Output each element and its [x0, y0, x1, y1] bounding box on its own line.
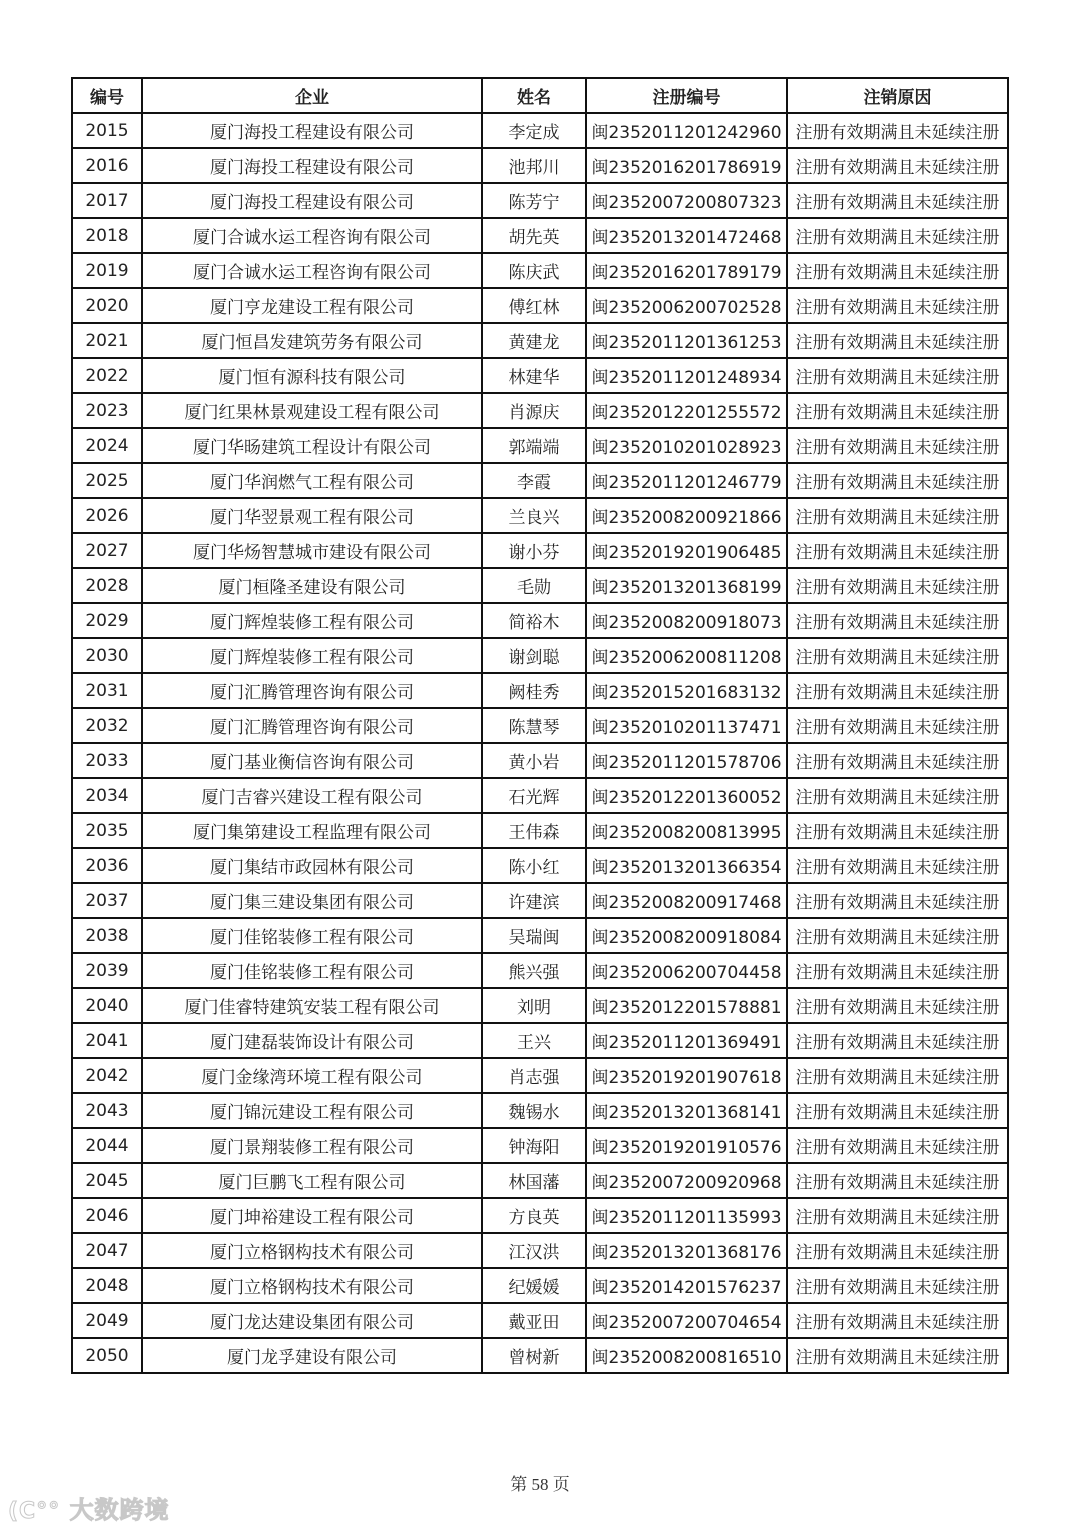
- cell-name: 谢小芬: [482, 533, 586, 568]
- cell-reg-number: 闽2352015201683132: [586, 673, 787, 708]
- cell-number: 2022: [72, 358, 142, 393]
- cell-reason: 注册有效期满且未延续注册: [787, 778, 1008, 813]
- cell-company: 厦门辉煌装修工程有限公司: [142, 638, 482, 673]
- cell-reason: 注册有效期满且未延续注册: [787, 148, 1008, 183]
- cell-number: 2028: [72, 568, 142, 603]
- cell-company: 厦门建磊装饰设计有限公司: [142, 1023, 482, 1058]
- cell-name: 谢剑聪: [482, 638, 586, 673]
- cell-company: 厦门金缘湾环境工程有限公司: [142, 1058, 482, 1093]
- cell-company: 厦门龙孚建设有限公司: [142, 1338, 482, 1373]
- cell-reason: 注册有效期满且未延续注册: [787, 673, 1008, 708]
- cell-name: 许建滨: [482, 883, 586, 918]
- cell-company: 厦门辉煌装修工程有限公司: [142, 603, 482, 638]
- cell-name: 肖源庆: [482, 393, 586, 428]
- cell-reg-number: 闽2352013201368141: [586, 1093, 787, 1128]
- cell-reason: 注册有效期满且未延续注册: [787, 253, 1008, 288]
- table-row: [72, 428, 1008, 463]
- cell-name: 熊兴强: [482, 953, 586, 988]
- cell-name: 池邦川: [482, 148, 586, 183]
- table-row: [72, 778, 1008, 813]
- cell-number: 2025: [72, 463, 142, 498]
- table-row: [72, 1023, 1008, 1058]
- cell-reason: 注册有效期满且未延续注册: [787, 918, 1008, 953]
- table-row: [72, 533, 1008, 568]
- cell-number: 2046: [72, 1198, 142, 1233]
- cell-name: 陈小红: [482, 848, 586, 883]
- cell-number: 2040: [72, 988, 142, 1023]
- table-row: [72, 708, 1008, 743]
- cell-reg-number: 闽2352014201576237: [586, 1268, 787, 1303]
- page-number: 第 58 页: [510, 1475, 570, 1494]
- cell-reg-number: 闽2352007200807323: [586, 183, 787, 218]
- table-row: [72, 393, 1008, 428]
- cell-reg-number: 闽2352008200813995: [586, 813, 787, 848]
- cell-company: 厦门佳铭装修工程有限公司: [142, 953, 482, 988]
- table-row: [72, 1128, 1008, 1163]
- cell-number: 2035: [72, 813, 142, 848]
- table-row: [72, 568, 1008, 603]
- cell-name: 傅红林: [482, 288, 586, 323]
- header-name: 姓名: [482, 78, 586, 113]
- table-row: [72, 1198, 1008, 1233]
- cell-number: 2032: [72, 708, 142, 743]
- cell-reg-number: 闽2352019201907618: [586, 1058, 787, 1093]
- cell-number: 2020: [72, 288, 142, 323]
- cell-name: 江汉洪: [482, 1233, 586, 1268]
- table-row: [72, 673, 1008, 708]
- cell-reason: 注册有效期满且未延续注册: [787, 603, 1008, 638]
- table-row: [72, 1233, 1008, 1268]
- cell-company: 厦门桓隆圣建设有限公司: [142, 568, 482, 603]
- cell-name: 钟海阳: [482, 1128, 586, 1163]
- cell-name: 陈慧琴: [482, 708, 586, 743]
- cell-company: 厦门集第建设工程监理有限公司: [142, 813, 482, 848]
- cell-company: 厦门汇腾管理咨询有限公司: [142, 708, 482, 743]
- cell-number: 2017: [72, 183, 142, 218]
- cell-number: 2024: [72, 428, 142, 463]
- cell-name: 黄建龙: [482, 323, 586, 358]
- cell-company: 厦门合诚水运工程咨询有限公司: [142, 218, 482, 253]
- cell-name: 简裕木: [482, 603, 586, 638]
- cell-company: 厦门恒昌发建筑劳务有限公司: [142, 323, 482, 358]
- cell-reg-number: 闽2352012201255572: [586, 393, 787, 428]
- table-row: [72, 848, 1008, 883]
- cell-reason: 注册有效期满且未延续注册: [787, 1128, 1008, 1163]
- cell-reason: 注册有效期满且未延续注册: [787, 463, 1008, 498]
- table-row: [72, 883, 1008, 918]
- cell-name: 陈芳宁: [482, 183, 586, 218]
- cell-number: 2049: [72, 1303, 142, 1338]
- cell-name: 李定成: [482, 113, 586, 148]
- table-row: [72, 1338, 1008, 1373]
- watermark-logo: (C°° 大数跨境: [8, 1496, 170, 1524]
- cell-reason: 注册有效期满且未延续注册: [787, 1338, 1008, 1373]
- cell-reg-number: 闽2352016201786919: [586, 148, 787, 183]
- table-row: [72, 918, 1008, 953]
- cell-reg-number: 闽2352011201248934: [586, 358, 787, 393]
- cell-company: 厦门海投工程建设有限公司: [142, 183, 482, 218]
- cell-reason: 注册有效期满且未延续注册: [787, 393, 1008, 428]
- deregistration-table: [71, 77, 1009, 1374]
- cell-number: 2019: [72, 253, 142, 288]
- table-row: [72, 1268, 1008, 1303]
- cell-company: 厦门亨龙建设工程有限公司: [142, 288, 482, 323]
- cell-reg-number: 闽2352011201578706: [586, 743, 787, 778]
- cell-reg-number: 闽2352013201366354: [586, 848, 787, 883]
- cell-company: 厦门佳睿特建筑安装工程有限公司: [142, 988, 482, 1023]
- cell-number: 2029: [72, 603, 142, 638]
- cell-name: 兰良兴: [482, 498, 586, 533]
- cell-reason: 注册有效期满且未延续注册: [787, 288, 1008, 323]
- cell-number: 2015: [72, 113, 142, 148]
- cell-company: 厦门华翌景观工程有限公司: [142, 498, 482, 533]
- cell-reason: 注册有效期满且未延续注册: [787, 1163, 1008, 1198]
- cell-name: 李霞: [482, 463, 586, 498]
- header-company: 企业: [142, 78, 482, 113]
- cell-name: 王兴: [482, 1023, 586, 1058]
- cell-reg-number: 闽2352011201246779: [586, 463, 787, 498]
- cell-company: 厦门坤裕建设工程有限公司: [142, 1198, 482, 1233]
- cell-reason: 注册有效期满且未延续注册: [787, 848, 1008, 883]
- cell-company: 厦门海投工程建设有限公司: [142, 113, 482, 148]
- table-header-row: [72, 78, 1008, 113]
- cell-reason: 注册有效期满且未延续注册: [787, 883, 1008, 918]
- table-row: [72, 463, 1008, 498]
- cell-reg-number: 闽2352010201028923: [586, 428, 787, 463]
- cell-reg-number: 闽2352008200918073: [586, 603, 787, 638]
- cell-company: 厦门龙达建设集团有限公司: [142, 1303, 482, 1338]
- cell-reason: 注册有效期满且未延续注册: [787, 1058, 1008, 1093]
- cell-reason: 注册有效期满且未延续注册: [787, 1268, 1008, 1303]
- cell-reason: 注册有效期满且未延续注册: [787, 638, 1008, 673]
- cell-reason: 注册有效期满且未延续注册: [787, 813, 1008, 848]
- cell-reason: 注册有效期满且未延续注册: [787, 1093, 1008, 1128]
- cell-reg-number: 闽2352007200704654: [586, 1303, 787, 1338]
- cell-name: 方良英: [482, 1198, 586, 1233]
- cell-company: 厦门华润燃气工程有限公司: [142, 463, 482, 498]
- cell-number: 2021: [72, 323, 142, 358]
- table-body: [72, 113, 1008, 1373]
- table-row: [72, 323, 1008, 358]
- cell-company: 厦门海投工程建设有限公司: [142, 148, 482, 183]
- cell-number: 2036: [72, 848, 142, 883]
- cell-number: 2050: [72, 1338, 142, 1373]
- cell-company: 厦门汇腾管理咨询有限公司: [142, 673, 482, 708]
- cell-number: 2018: [72, 218, 142, 253]
- cell-reg-number: 闽2352008200918084: [586, 918, 787, 953]
- table-row: [72, 1058, 1008, 1093]
- cell-reason: 注册有效期满且未延续注册: [787, 113, 1008, 148]
- cell-number: 2033: [72, 743, 142, 778]
- cell-name: 胡先英: [482, 218, 586, 253]
- cell-reg-number: 闽2352008200917468: [586, 883, 787, 918]
- cell-reg-number: 闽2352007200920968: [586, 1163, 787, 1198]
- table-row: [72, 1163, 1008, 1198]
- cell-number: 2023: [72, 393, 142, 428]
- table-row: [72, 813, 1008, 848]
- cell-reason: 注册有效期满且未延续注册: [787, 1198, 1008, 1233]
- cell-name: 石光辉: [482, 778, 586, 813]
- cell-number: 2027: [72, 533, 142, 568]
- cell-reason: 注册有效期满且未延续注册: [787, 323, 1008, 358]
- table-row: [72, 218, 1008, 253]
- cell-reg-number: 闽2352013201368199: [586, 568, 787, 603]
- cell-number: 2045: [72, 1163, 142, 1198]
- table-row: [72, 953, 1008, 988]
- cell-reason: 注册有效期满且未延续注册: [787, 988, 1008, 1023]
- cell-company: 厦门基业衡信咨询有限公司: [142, 743, 482, 778]
- table-row: [72, 603, 1008, 638]
- cell-number: 2047: [72, 1233, 142, 1268]
- cell-reg-number: 闽2352011201135993: [586, 1198, 787, 1233]
- cell-name: 黄小岩: [482, 743, 586, 778]
- table-row: [72, 1093, 1008, 1128]
- cell-name: 阙桂秀: [482, 673, 586, 708]
- cell-company: 厦门集结市政园林有限公司: [142, 848, 482, 883]
- cell-name: 魏锡水: [482, 1093, 586, 1128]
- watermark-text: 大数跨境: [69, 1496, 170, 1524]
- table-row: [72, 358, 1008, 393]
- cell-reason: 注册有效期满且未延续注册: [787, 1023, 1008, 1058]
- cell-number: 2037: [72, 883, 142, 918]
- cell-name: 肖志强: [482, 1058, 586, 1093]
- table-row: [72, 498, 1008, 533]
- cell-reason: 注册有效期满且未延续注册: [787, 953, 1008, 988]
- cell-number: 2031: [72, 673, 142, 708]
- cell-reason: 注册有效期满且未延续注册: [787, 498, 1008, 533]
- table-row: [72, 1303, 1008, 1338]
- cell-reason: 注册有效期满且未延续注册: [787, 428, 1008, 463]
- cell-reason: 注册有效期满且未延续注册: [787, 708, 1008, 743]
- cell-reg-number: 闽2352013201472468: [586, 218, 787, 253]
- cell-number: 2042: [72, 1058, 142, 1093]
- table-row: [72, 288, 1008, 323]
- cell-number: 2041: [72, 1023, 142, 1058]
- cell-reg-number: 闽2352008200921866: [586, 498, 787, 533]
- cell-number: 2030: [72, 638, 142, 673]
- cell-number: 2026: [72, 498, 142, 533]
- cell-company: 厦门立格钢构技术有限公司: [142, 1268, 482, 1303]
- cell-company: 厦门吉睿兴建设工程有限公司: [142, 778, 482, 813]
- cell-reg-number: 闽2352006200702528: [586, 288, 787, 323]
- cell-reg-number: 闽2352011201369491: [586, 1023, 787, 1058]
- cell-company: 厦门锦沅建设工程有限公司: [142, 1093, 482, 1128]
- cell-company: 厦门合诚水运工程咨询有限公司: [142, 253, 482, 288]
- cell-name: 林国藩: [482, 1163, 586, 1198]
- cell-number: 2044: [72, 1128, 142, 1163]
- cell-reason: 注册有效期满且未延续注册: [787, 183, 1008, 218]
- cell-reason: 注册有效期满且未延续注册: [787, 358, 1008, 393]
- cell-reason: 注册有效期满且未延续注册: [787, 533, 1008, 568]
- table-row: [72, 148, 1008, 183]
- cell-name: 毛勋: [482, 568, 586, 603]
- table-row: [72, 743, 1008, 778]
- cell-reg-number: 闽2352012201360052: [586, 778, 787, 813]
- cell-company: 厦门恒有源科技有限公司: [142, 358, 482, 393]
- cell-number: 2038: [72, 918, 142, 953]
- cell-reason: 注册有效期满且未延续注册: [787, 218, 1008, 253]
- cell-number: 2043: [72, 1093, 142, 1128]
- cell-reason: 注册有效期满且未延续注册: [787, 568, 1008, 603]
- header-reason: 注销原因: [787, 78, 1008, 113]
- table-row: [72, 253, 1008, 288]
- cell-number: 2048: [72, 1268, 142, 1303]
- cell-reg-number: 闽2352013201368176: [586, 1233, 787, 1268]
- table-row: [72, 988, 1008, 1023]
- cell-name: 林建华: [482, 358, 586, 393]
- table-row: [72, 638, 1008, 673]
- cell-company: 厦门集三建设集团有限公司: [142, 883, 482, 918]
- header-reg-number: 注册编号: [586, 78, 787, 113]
- cell-reason: 注册有效期满且未延续注册: [787, 743, 1008, 778]
- cell-reg-number: 闽2352008200816510: [586, 1338, 787, 1373]
- cell-company: 厦门景翔装修工程有限公司: [142, 1128, 482, 1163]
- cell-company: 厦门红果林景观建设工程有限公司: [142, 393, 482, 428]
- cell-number: 2016: [72, 148, 142, 183]
- cell-reg-number: 闽2352006200811208: [586, 638, 787, 673]
- cell-reg-number: 闽2352019201906485: [586, 533, 787, 568]
- cell-name: 戴亚田: [482, 1303, 586, 1338]
- table-row: [72, 183, 1008, 218]
- cell-name: 刘明: [482, 988, 586, 1023]
- cell-name: 郭端端: [482, 428, 586, 463]
- cell-reg-number: 闽2352019201910576: [586, 1128, 787, 1163]
- cell-reg-number: 闽2352012201578881: [586, 988, 787, 1023]
- cell-reg-number: 闽2352011201242960: [586, 113, 787, 148]
- cell-company: 厦门佳铭装修工程有限公司: [142, 918, 482, 953]
- cell-reason: 注册有效期满且未延续注册: [787, 1233, 1008, 1268]
- table-row: [72, 113, 1008, 148]
- cell-reg-number: 闽2352011201361253: [586, 323, 787, 358]
- cell-number: 2034: [72, 778, 142, 813]
- cell-reg-number: 闽2352006200704458: [586, 953, 787, 988]
- cell-reg-number: 闽2352010201137471: [586, 708, 787, 743]
- cell-name: 吴瑞闽: [482, 918, 586, 953]
- cell-company: 厦门华炀智慧城市建设有限公司: [142, 533, 482, 568]
- cell-company: 厦门华旸建筑工程设计有限公司: [142, 428, 482, 463]
- cell-name: 纪媛媛: [482, 1268, 586, 1303]
- cell-company: 厦门立格钢构技术有限公司: [142, 1233, 482, 1268]
- cell-reg-number: 闽2352016201789179: [586, 253, 787, 288]
- cell-name: 陈庆武: [482, 253, 586, 288]
- cell-reason: 注册有效期满且未延续注册: [787, 1303, 1008, 1338]
- cell-name: 王伟森: [482, 813, 586, 848]
- header-number: 编号: [72, 78, 142, 113]
- cell-number: 2039: [72, 953, 142, 988]
- cell-name: 曾树新: [482, 1338, 586, 1373]
- cell-company: 厦门巨鹏飞工程有限公司: [142, 1163, 482, 1198]
